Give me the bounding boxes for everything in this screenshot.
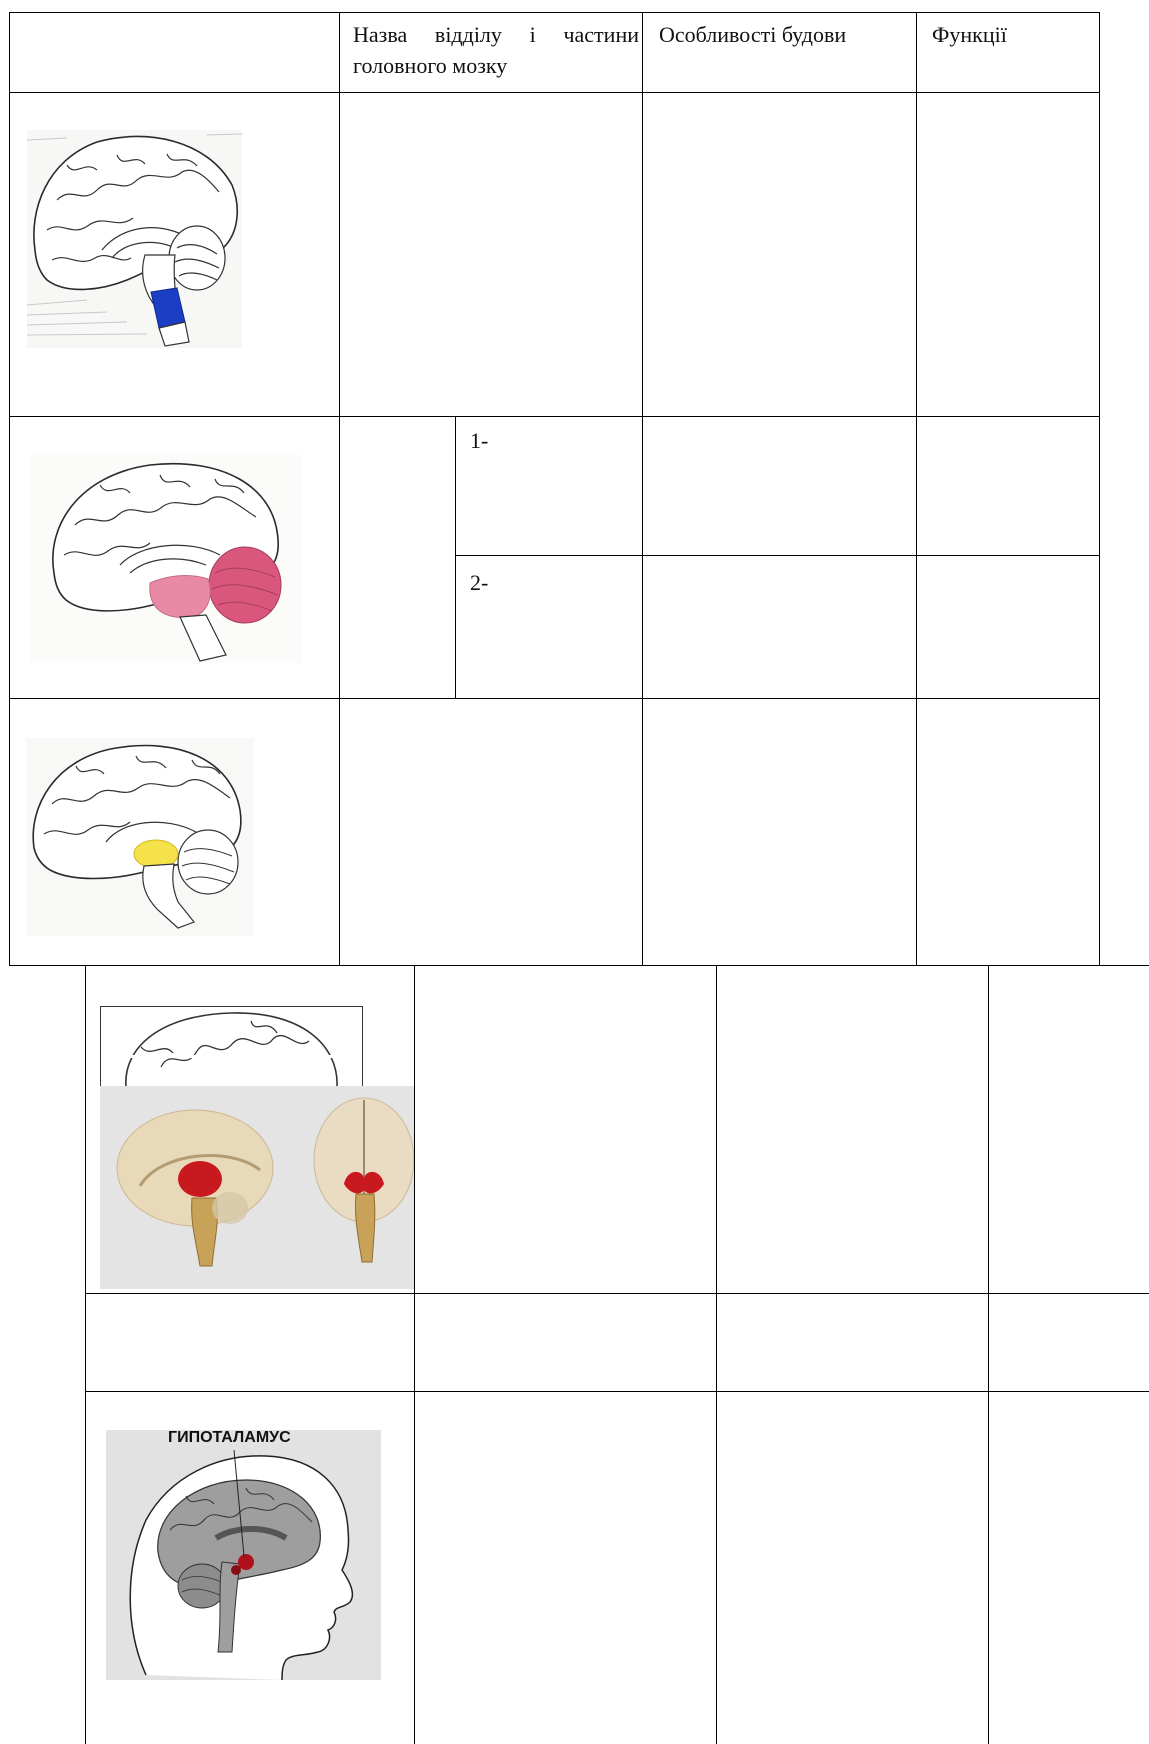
medulla-highlight [151,288,185,328]
table-border [9,698,1100,699]
table-border [916,12,917,966]
table-border [9,92,1100,93]
sub-label-1: 1- [470,428,489,453]
header-structure: Особливості будови [659,22,847,47]
table-border [642,12,643,966]
hypothalamus-label: ГИПОТАЛАМУС [168,1429,291,1446]
table-border [9,965,1149,966]
sub-label-2: 2- [470,570,489,595]
table-border [716,966,717,1744]
table-border [1099,12,1100,966]
header-name: Назва відділу і частини головного мозку [353,22,639,78]
table-border [85,966,86,1744]
thalamus-highlight-left [178,1161,222,1197]
table-border [455,555,1100,556]
brainstem-right [355,1194,374,1262]
table-border [455,416,456,699]
brain-hindbrain-image [30,455,302,663]
table-border [9,12,1100,13]
brain-hypothalamus-image [106,1430,381,1680]
table-border [339,12,340,966]
brain-medulla-image [27,130,242,348]
table-border [414,966,415,1744]
cerebellum-highlight [209,547,281,623]
brain-thalamus-sketch [100,1006,363,1088]
table-border [988,966,989,1744]
table-border [9,416,1100,417]
hypothalamus-highlight [238,1554,254,1570]
pons-highlight [150,576,210,618]
table-border [85,1391,1149,1392]
table-border [85,1293,1149,1294]
header-functions: Функції [932,22,1007,47]
brain-thalamus-image [100,1086,414,1289]
table-border [9,12,10,966]
brain-midbrain-image [26,738,254,936]
